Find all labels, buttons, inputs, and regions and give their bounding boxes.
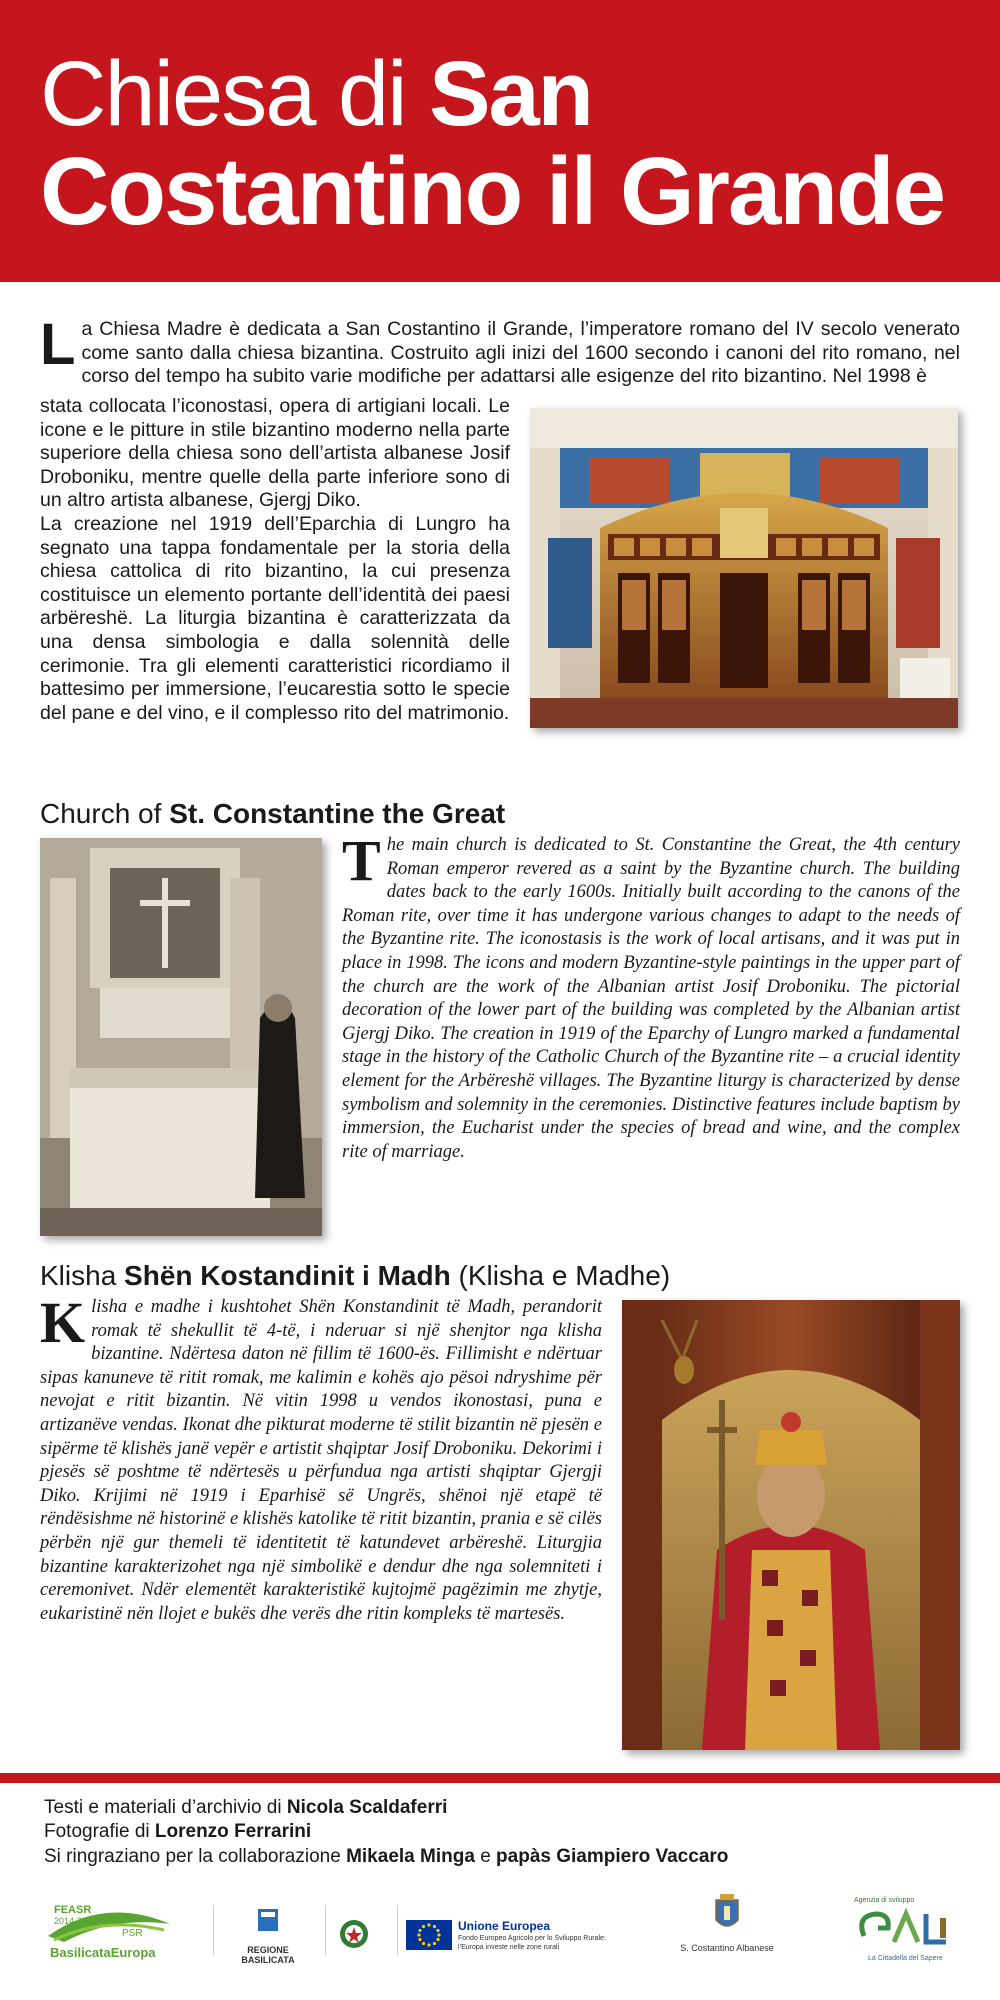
archive-photo	[40, 838, 322, 1236]
iconostasis-image	[530, 408, 958, 728]
english-heading	[40, 797, 505, 831]
english-paragraph: he main church is dedicated to St. Constantine the Great, the 4th century Roman emperor revered as a saint by the Byzantine church. The building dates back to the early 1600s. Initially built according to the canons of the Roman rite, over time it has undergone various changes to adapt to the needs of the Byzantine rite. The iconostasis is the work of local artisans, and it was put in place in 1998. The icons and modern Byzantine-style paintings in the upper part of the church are the work of the Albanian artist Josif Droboniku. The pictorial decoration of the lower part of the building was completed by the Albanian artist Gjergj Diko. The creation in 1919 of the Eparchy of Lungro marked a fundamental stage in the history of the Catholic Church of the Byzantine rite – a crucial identity element for the Arbëreshë villages. The Byzantine liturgy is characterized by dense symbolism and solemnity in the ceremonies. Distinctive features include baptism by immersion, the Eucharist under the species of bread and wine, and the complex rite of marriage.	[342, 835, 960, 1162]
basilicata-europa-label: BasilicataEuropa	[50, 1945, 156, 1960]
psr-label: PSR	[122, 1928, 143, 1939]
comune-logo	[670, 1892, 784, 1964]
feasr-years: 2014-2020	[54, 1916, 98, 1926]
gal-top-label: Agenzia di sviluppo	[854, 1897, 915, 1904]
credit-texts-name: Nicola Scaldaferri	[286, 1797, 448, 1818]
english-body	[342, 828, 960, 1164]
credit-line-texts	[44, 1796, 447, 1820]
credit-texts-label: Testi e materiali d’archivio di	[44, 1797, 282, 1818]
drop-cap-t: T	[342, 828, 381, 893]
unione-europea-logo	[406, 1920, 606, 1960]
eu-title: Unione Europea	[458, 1919, 551, 1933]
credit-thanks-label: Si ringraziano per la collaborazione	[44, 1846, 341, 1867]
credit-thanks-name-2: papàs Giampiero Vaccaro	[496, 1846, 729, 1867]
drop-cap-k: K	[40, 1290, 86, 1355]
drop-cap-l: L	[40, 312, 76, 377]
eu-subtitle-2: l’Europa investe nelle zone rurali	[458, 1944, 560, 1951]
regione-basilicata-logo	[225, 1908, 311, 1965]
footer-divider	[0, 1773, 1000, 1783]
archive-image	[40, 838, 322, 1236]
logo-separator	[213, 1905, 214, 1955]
title-light: Chiesa di	[40, 43, 406, 145]
albanian-heading-paren: (Klisha e Madhe)	[458, 1260, 671, 1291]
italian-paragraph-2: stata collocata l’iconostasi, opera di artigiani locali. Le icone e le pitture in stile bizantino moderno nella parte superiore della chiesa sono dell’artista albanese Josif Droboniku, mentre quelle della parte inferiore sono di un altro artista albanese, Gjergj Diko.	[40, 395, 510, 512]
credit-line-thanks	[44, 1845, 728, 1869]
gal-mark-icon	[850, 1906, 960, 1952]
regione-shield-icon	[257, 1908, 279, 1932]
italy-emblem-icon	[338, 1918, 370, 1950]
albanian-heading-light: Klisha	[40, 1260, 117, 1291]
regione-label: REGIONE BASILICATA	[241, 1945, 295, 1965]
eu-flag-icon	[406, 1920, 452, 1950]
albanian-body	[40, 1290, 602, 1626]
italian-intro	[40, 312, 960, 389]
logo-separator	[397, 1905, 398, 1955]
page-title-line-2: Costantino il Grande	[40, 138, 945, 245]
page-title-line-1	[40, 44, 592, 144]
credit-line-photos	[44, 1820, 311, 1844]
feasr-logo	[44, 1896, 174, 1966]
title-banner	[0, 0, 1000, 282]
title-bold-1: San	[429, 43, 592, 145]
english-heading-bold: St. Constantine the Great	[169, 798, 506, 829]
credit-photos-label: Fotografie di	[44, 1821, 150, 1842]
albanian-heading-bold: Shën Kostandinit i Madh	[124, 1260, 451, 1291]
italian-republic-emblem	[338, 1918, 370, 1950]
italian-body	[40, 395, 510, 725]
italian-paragraph-3: La creazione nel 1919 dell’Eparchia di Lungro ha segnato una tappa fondamentale per la storia della chiesa cattolica di rito bizantino, la cui presenza costituisce un elemento portante dell’identità dei paesi arbëreshë. La liturgia bizantina è caratterizzata da una densa simbologia e dalla solennità delle cerimonie. Tra gli elementi caratteristici ricordiamo il battesimo per immersione, l’eucarestia sotto le specie del pane e del vino, e il complesso rito del matrimonio.	[40, 512, 510, 724]
iconostasis-photo	[530, 408, 958, 728]
logo-separator	[325, 1905, 326, 1955]
credit-photos-name: Lorenzo Ferrarini	[154, 1821, 312, 1842]
saint-constantine-icon-image	[622, 1300, 960, 1750]
icon-painting-photo	[622, 1300, 960, 1750]
eu-subtitle-1: Fondo Europeo Agricolo per lo Sviluppo Rurale:	[458, 1935, 606, 1942]
credit-thanks-and: e	[480, 1846, 491, 1867]
feasr-label: FEASR	[54, 1904, 92, 1916]
gal-logo	[850, 1896, 960, 1966]
gal-bottom-label: La Cittadella del Sapere	[868, 1955, 943, 1962]
english-heading-light: Church of	[40, 798, 162, 829]
italian-paragraph-1: a Chiesa Madre è dedicata a San Costantino il Grande, l’imperatore romano del IV secolo venerato come santo dalla chiesa bizantina. Costruito agli inizi del 1600 secondo i canoni del rito romano, nel corso del tempo ha subito varie modifiche per adattarsi alle esigenze del rito bizantino. Nel 1998 è	[81, 318, 960, 388]
credit-thanks-name-1: Mikaela Minga	[346, 1846, 475, 1867]
albanian-heading	[40, 1259, 670, 1293]
comune-crest-icon	[712, 1892, 742, 1934]
albanian-paragraph: lisha e madhe i kushtohet Shën Konstandinit të Madh, perandorit romak të shekullit të 4-të, i nderuar si një shenjtor nga klisha bizantine. Ndërtesa daton në fillim të 1600-ës. Fillimisht e ndërtuar sipas kanuneve të ritit romak, me kalimin e kohës ajo pësoi ndryshime për nevojat e ritit bizantin. Në vitin 1998 u vendos ikonostasi, puna e artizanëve vendas. Ikonat dhe pikturat moderne të stilit bizantin në pjesën e sipërme të klishës janë vepër e artistit shqiptar Josif Droboniku. Dekorimi i pjesës së poshtme të ndërtesës u përfundua nga artisti shqiptar Gjergji Diko. Krijimi në 1919 i Eparhisë së Ungrës, shënoi një etapë të rëndësishme në historinë e klishës katolike të ritit bizantin, prania e së cilës përbën një gur themeli të identitetit të katundevet arbëreshë. Liturgjia bizantine karakterizohet nga një simbolikë e dendur dhe nga solemniteti i ceremonivet. Ndër elementët karakteristikë kujtojmë pagëzimin me zhytje, eukaristinë nën llojet e bukës dhe verës dhe ritin kompleks të martesës.	[40, 1297, 602, 1624]
comune-label: S. Costantino Albanese	[680, 1943, 774, 1953]
